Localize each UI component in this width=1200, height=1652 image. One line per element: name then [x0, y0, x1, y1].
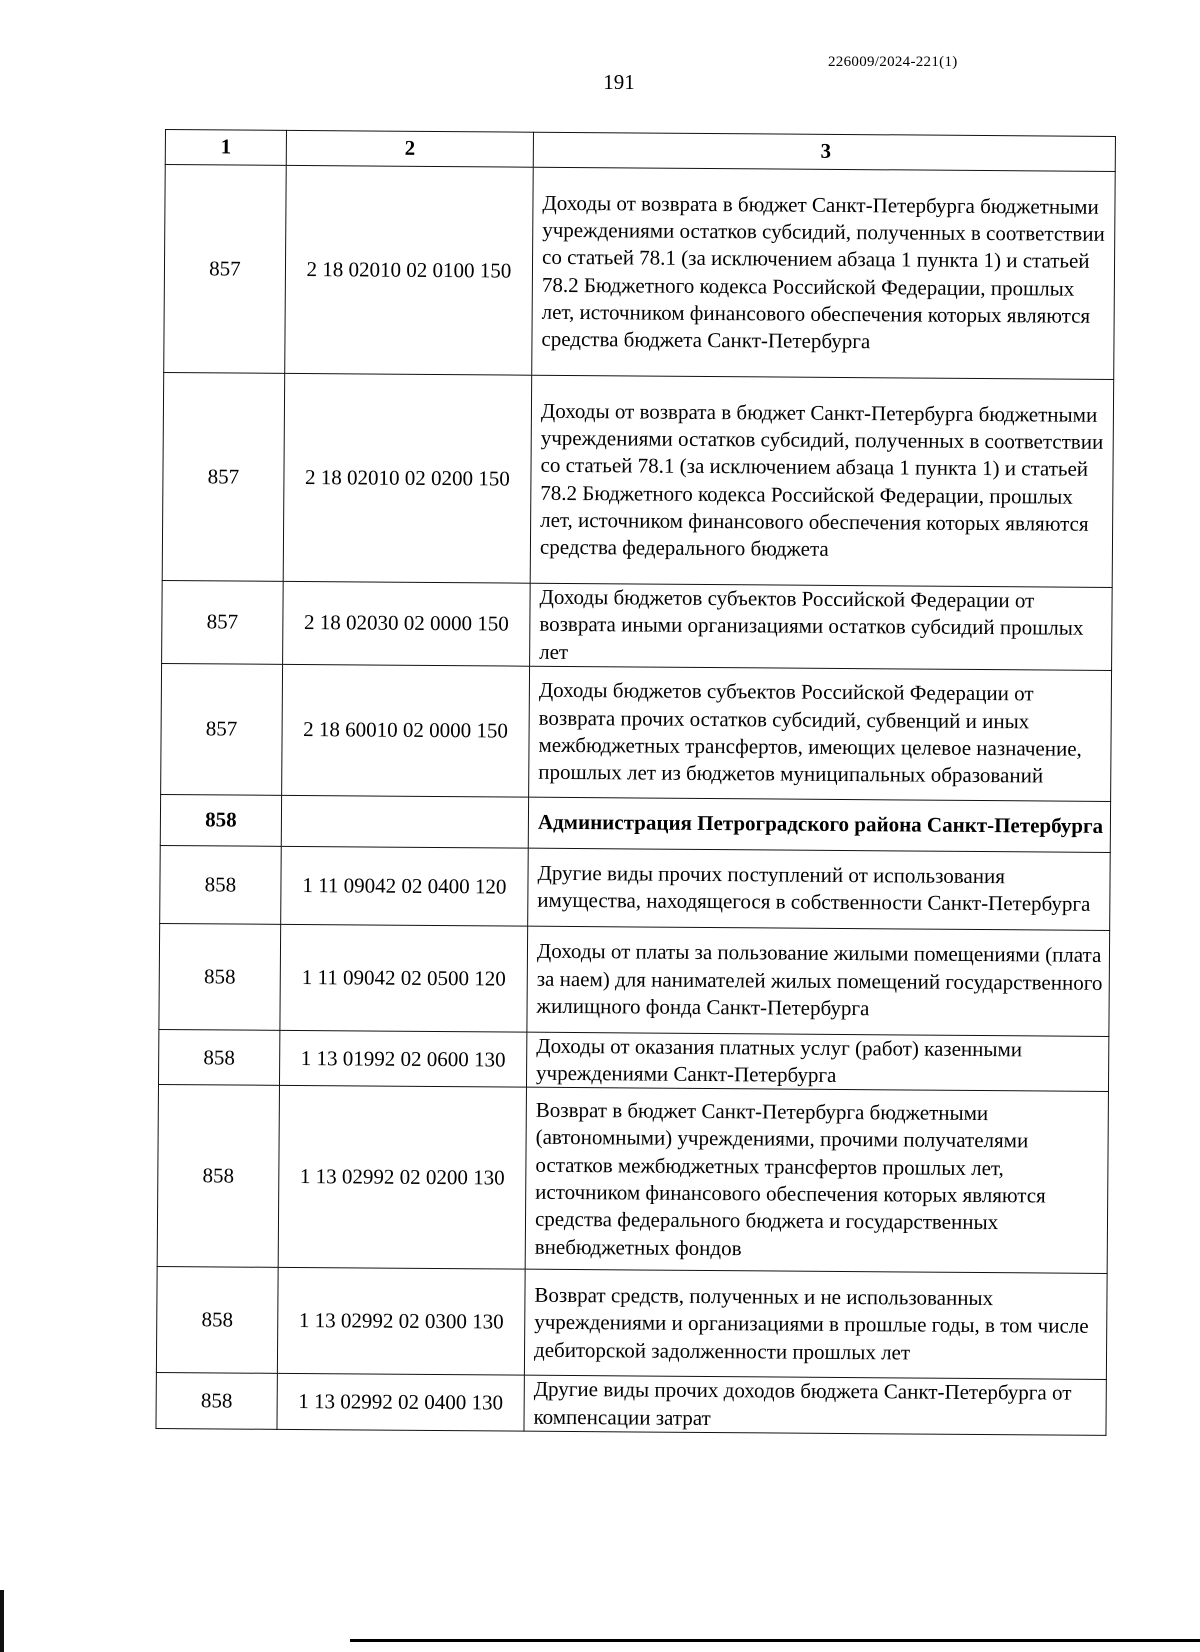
table-cell-budget-classification: 1 13 01992 02 0600 130	[279, 1030, 526, 1087]
table-cell-code: 858	[157, 1085, 279, 1268]
table-cell-code: 858	[156, 1267, 278, 1374]
column-header-2: 2	[286, 130, 533, 167]
table-cell-budget-classification: 2 18 02010 02 0200 150	[283, 373, 532, 583]
table-cell-description: Доходы от возврата в бюджет Санкт-Петербурга бюджетными учреждениями остатков субсидий, полученных в соответствии со статьей 78.1 (за исключением абзаца 1 пункта 1) и статьей 78.2 Бюджетного кодекса Российской Федерации, прошлых лет, источником финансового обеспечения которых являются средства федерального бюджета	[530, 375, 1114, 587]
table-cell-budget-classification: 2 18 02010 02 0100 150	[285, 165, 534, 375]
table-row	[162, 580, 1113, 670]
table-cell-budget-classification: 1 11 09042 02 0400 120	[281, 846, 529, 926]
table-cell-budget-classification: 1 13 02992 02 0200 130	[278, 1086, 526, 1270]
table-row	[164, 165, 1115, 380]
table-cell-budget-classification: 1 13 02992 02 0400 130	[277, 1374, 524, 1431]
table-row	[156, 1373, 1106, 1436]
table-cell-description: Администрация Петроградского района Санкт-Петербурга	[528, 797, 1110, 852]
table-cell-budget-classification: 1 11 09042 02 0500 120	[280, 924, 528, 1032]
table-cell-description: Другие виды прочих доходов бюджета Санкт-Петербурга от компенсации затрат	[524, 1376, 1106, 1436]
table-row	[160, 794, 1110, 852]
table-cell-description: Доходы от оказания платных услуг (работ) казенными учреждениями Санкт-Петербурга	[526, 1032, 1108, 1092]
table-row	[159, 923, 1110, 1036]
table-cell-code: 858	[160, 845, 282, 924]
table-cell-budget-classification	[281, 795, 528, 848]
table-cell-code: 857	[162, 372, 285, 581]
table-cell-description: Доходы бюджетов субъектов Российской Федерации от возврата иными организациями остатков субсидий прошлых лет	[530, 583, 1113, 670]
table-row	[160, 845, 1111, 930]
table-cell-budget-classification: 2 18 02030 02 0000 150	[283, 581, 531, 666]
table-cell-code: 857	[162, 580, 284, 664]
column-header-3: 3	[533, 132, 1115, 171]
table-cell-code: 858	[158, 1029, 279, 1085]
table-cell-code: 857	[161, 663, 283, 795]
revenue-table	[155, 129, 1116, 1436]
table-row	[161, 663, 1112, 801]
column-header-1: 1	[165, 130, 286, 166]
table-cell-code: 858	[160, 794, 281, 846]
table-cell-description: Другие виды прочих поступлений от использования имущества, находящегося в собственности Санкт-Петербурга	[528, 848, 1111, 930]
table-cell-description: Доходы от платы за пользование жилыми помещениями (плата за наем) для нанимателей жилых помещений государственного жилищного фонда Санкт-Петербурга	[527, 926, 1110, 1036]
table-row	[158, 1029, 1108, 1092]
table-cell-code: 858	[156, 1373, 277, 1429]
table-row	[162, 372, 1113, 587]
table-row	[157, 1085, 1108, 1274]
table-cell-code: 858	[159, 923, 281, 1030]
scan-edge-mark	[0, 1590, 4, 1652]
page-number: 191	[603, 70, 635, 94]
table-cell-description: Доходы бюджетов субъектов Российской Федерации от возврата прочих остатков субсидий, субвенций и иных межбюджетных трансфертов, имеющих целевое назначение, прошлых лет из бюджетов муниципальных образований	[529, 666, 1112, 801]
table-cell-description: Возврат средств, полученных и не использованных учреждениями и организациями в прошлые годы, в том числе дебиторской задолженности прошлых лет	[524, 1270, 1107, 1380]
doc-number: 226009/2024-221(1)	[828, 54, 958, 70]
table-cell-description: Доходы от возврата в бюджет Санкт-Петербурга бюджетными учреждениями остатков субсидий, полученных в соответствии со статьей 78.1 (за исключением абзаца 1 пункта 1) и статьей 78.2 Бюджетного кодекса Российской Федерации, прошлых лет, источником финансового обеспечения которых являются средства бюджета Санкт-Петербурга	[532, 167, 1116, 379]
revenue-table-body	[156, 130, 1115, 1436]
table-cell-description: Возврат в бюджет Санкт-Петербурга бюджетными (автономными) учреждениями, прочими получателями остатков межбюджетных трансфертов прошлых лет, источником финансового обеспечения которых являются средства федерального бюджета и государственных внебюджетных фондов	[525, 1088, 1108, 1274]
table-row	[156, 1267, 1107, 1380]
table-cell-budget-classification: 2 18 60010 02 0000 150	[282, 664, 530, 797]
bottom-rule	[350, 1639, 1200, 1642]
table-cell-budget-classification: 1 13 02992 02 0300 130	[277, 1268, 525, 1376]
table-cell-code: 857	[164, 165, 287, 374]
